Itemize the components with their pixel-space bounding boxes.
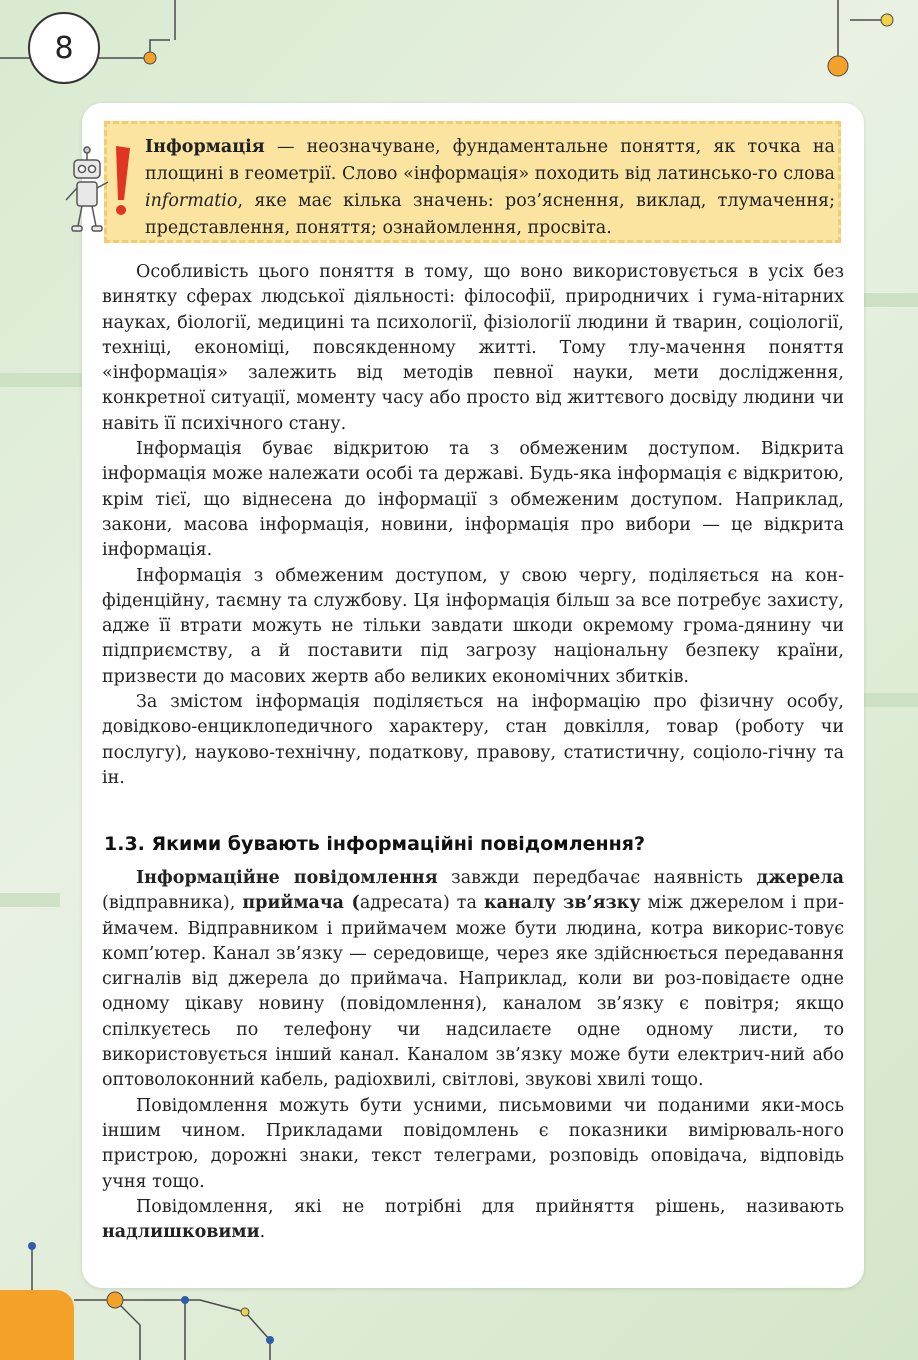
paragraph: Особливість цього поняття в тому, що воно використовується в усіх без винятку сферах людської діяльності: філософії, природничих і гума-нітарних науках, біології, медицині та психології, фізіології людини й тварин, соціології, техніці, економіці, повсякденному житті. Тому тлу-мачення поняття «інформація» залежить від методів певної науки, мети дослідження, конкретної ситуації, моменту часу або просто від життєвого досвіду людини чи навіть її психічного стану. [102,262,844,434]
main-text [102,260,844,791]
orange-corner-decoration [0,1290,74,1360]
definition-note [104,121,841,243]
robot-icon [58,142,138,234]
page-number: 8 [28,12,100,84]
paragraph: Інформація буває відкритою та з обмеженим доступом. Відкрита інформація може належати особі та державі. Будь-яка інформація є відкритою, крім тієї, що віднесена до інформації з обмеженим доступом. Наприклад, закони, масова інформація, новини, інформація про вибори — це відкрита інформація. [102,439,844,561]
paragraph: Повідомлення можуть бути усними, письмовими чи поданими яки-мось іншим чином. Прикладами повідомлень є показники вимірюваль-ного пристрою, дорожні знаки, текст телеграми, розповідь оповідача, відповідь учня тощо. [102,1095,844,1192]
exclamation-icon [116,146,130,215]
latin-word: informatio [145,191,238,211]
definition-text: Інформація — неозначуване, фундаментальне поняття, як точка на площині в геометрії. Слово «інформація» походить від латинсько-го слова informatio, яке має кілька значень: роз’яснення, виклад, тлумачення; представлення, поняття; ознайомлення, просвіта. [145,137,835,238]
paragraph: Повідомлення, які не потрібні для прийняття рішень, називають надлишковими. [102,1196,844,1243]
section-heading: 1.3. Якими бувають інформаційні повідомлення? [104,833,645,855]
section-text [102,866,844,1245]
definition-term: Інформація [145,137,265,157]
paragraph: За змістом інформація поділяється на інформацію про фізичну особу, довідково-енциклопедичного характеру, стан довкілля, товар (роботу чи послугу), науково-технічну, податкову, правову, статистичну, соціоло-гічну та ін. [102,692,844,788]
paragraph: Інформація з обмеженим доступом, у свою чергу, поділяється на кон-фіденційну, таємну та службову. Ця інформація більш за все потребує захисту, адже її втрати можуть не тільки завдати шкоди окремому грома-дянину чи підприємству, а й поставити під загрозу національну безпеку країни, призвести до масових жертв або великих економічних збитків. [102,565,844,687]
paragraph: Інформаційне повідомлення завжди передбачає наявність джерела (відправника), приймача (адресата) та каналу зв’язку між джерелом і при-ймачем. Відправником і приймачем може бути людина, котра викорис-товує комп’ютер. Канал зв’язку — середовище, через яке здійснюється передавання сигналів від джерела до приймача. Наприклад, коли ви роз-повідаєте одне одному цікаву новину (повідомлення), каналом зв’язку є повітря; якщо спілкуєтесь по телефону чи надсилаєте одне одному листи, то використовується інший канал. Каналом зв’язку може бути електрич-ний або оптоволоконний кабель, радіохвилі, світлові, звукові хвилі тощо. [102,868,845,1091]
